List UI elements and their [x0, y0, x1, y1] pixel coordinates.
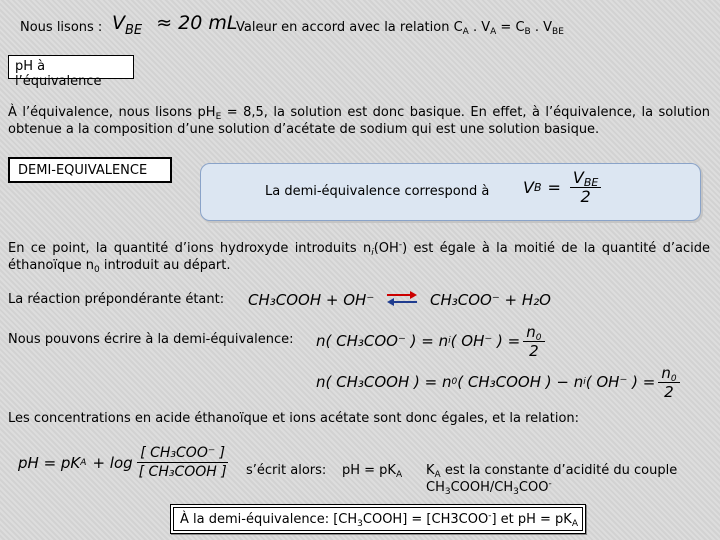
- reaction-label: La réaction prépondérante étant:: [8, 292, 225, 307]
- henderson-equation: pH = pK A + log $\frac{\text{[ CH₃COO⁻ ]}}{\text{[ CH₃COOH ]}}$: [18, 445, 227, 480]
- demi-label: Nous pouvons écrire à la demi-équivalence:: [8, 332, 294, 347]
- panel-text: La demi-équivalence correspond à: [265, 184, 490, 199]
- reaction-rhs: CH₃COO⁻ + H₂O: [430, 291, 551, 309]
- section-title-demi-equivalence: DEMI-EQUIVALENCE: [8, 157, 172, 183]
- ecrit-alors: s’écrit alors:: [246, 463, 327, 478]
- equation-acid: n( CH₃COOH ) = n 0 ( CH₃COOH ) − n i ( OH⁻ ) = $\frac{n_0}{2}$: [316, 366, 683, 398]
- relation-text: Valeur en accord avec la relation $C_A$ . $V_A = C_B$ . $V_{BE}$: [236, 20, 564, 37]
- concentrations-text: Les concentrations en acide éthanoïque et ions acétate sont donc égales, et la relation:: [8, 411, 580, 426]
- conclusion-box: À la demi-équivalence: $[CH_3COOH] = [CH3COO^-]$ et pH = $pK_A$: [170, 504, 586, 534]
- demi-equivalence-panel: [200, 163, 701, 221]
- intro-label: Nous lisons :: [20, 20, 103, 35]
- paragraph-equivalence: À l’équivalence, nous lisons $pH_E = 8,5$, la solution est donc basique. En effet, à l’équivalence, la solution obtenue a la composition d’une solution d’acétate de sodium qui est une solution basique.: [8, 105, 711, 137]
- vb-formula: V B = $\frac{V_{BE}}{2}$: [523, 169, 604, 206]
- equilibrium-arrow-icon: [384, 288, 420, 310]
- vbe-equation: $V_{BE} \approx 20$ mL: [112, 12, 238, 38]
- ka-definition: $K_A$ est la constante d’acidité du couple $CH_3COOH/CH_3COO^-$: [426, 463, 678, 497]
- equation-acetate: n( CH₃COO⁻ ) = n i ( OH⁻ ) = $\frac{n_0}{2}$: [316, 325, 548, 357]
- ph-equals-pka: pH = $pK_A$: [342, 463, 403, 480]
- section-title-ph-equivalence: pH à l’équivalence: [8, 55, 134, 79]
- paragraph-demi-point: En ce point, la quantité d’ions hydroxyde introduits $n_i(OH^-)$ est égale à la moitié de la quantité d’acide éthanoïque $n_0$ introduit au départ.: [8, 240, 710, 275]
- reaction-lhs: CH₃COOH + OH⁻: [248, 291, 375, 309]
